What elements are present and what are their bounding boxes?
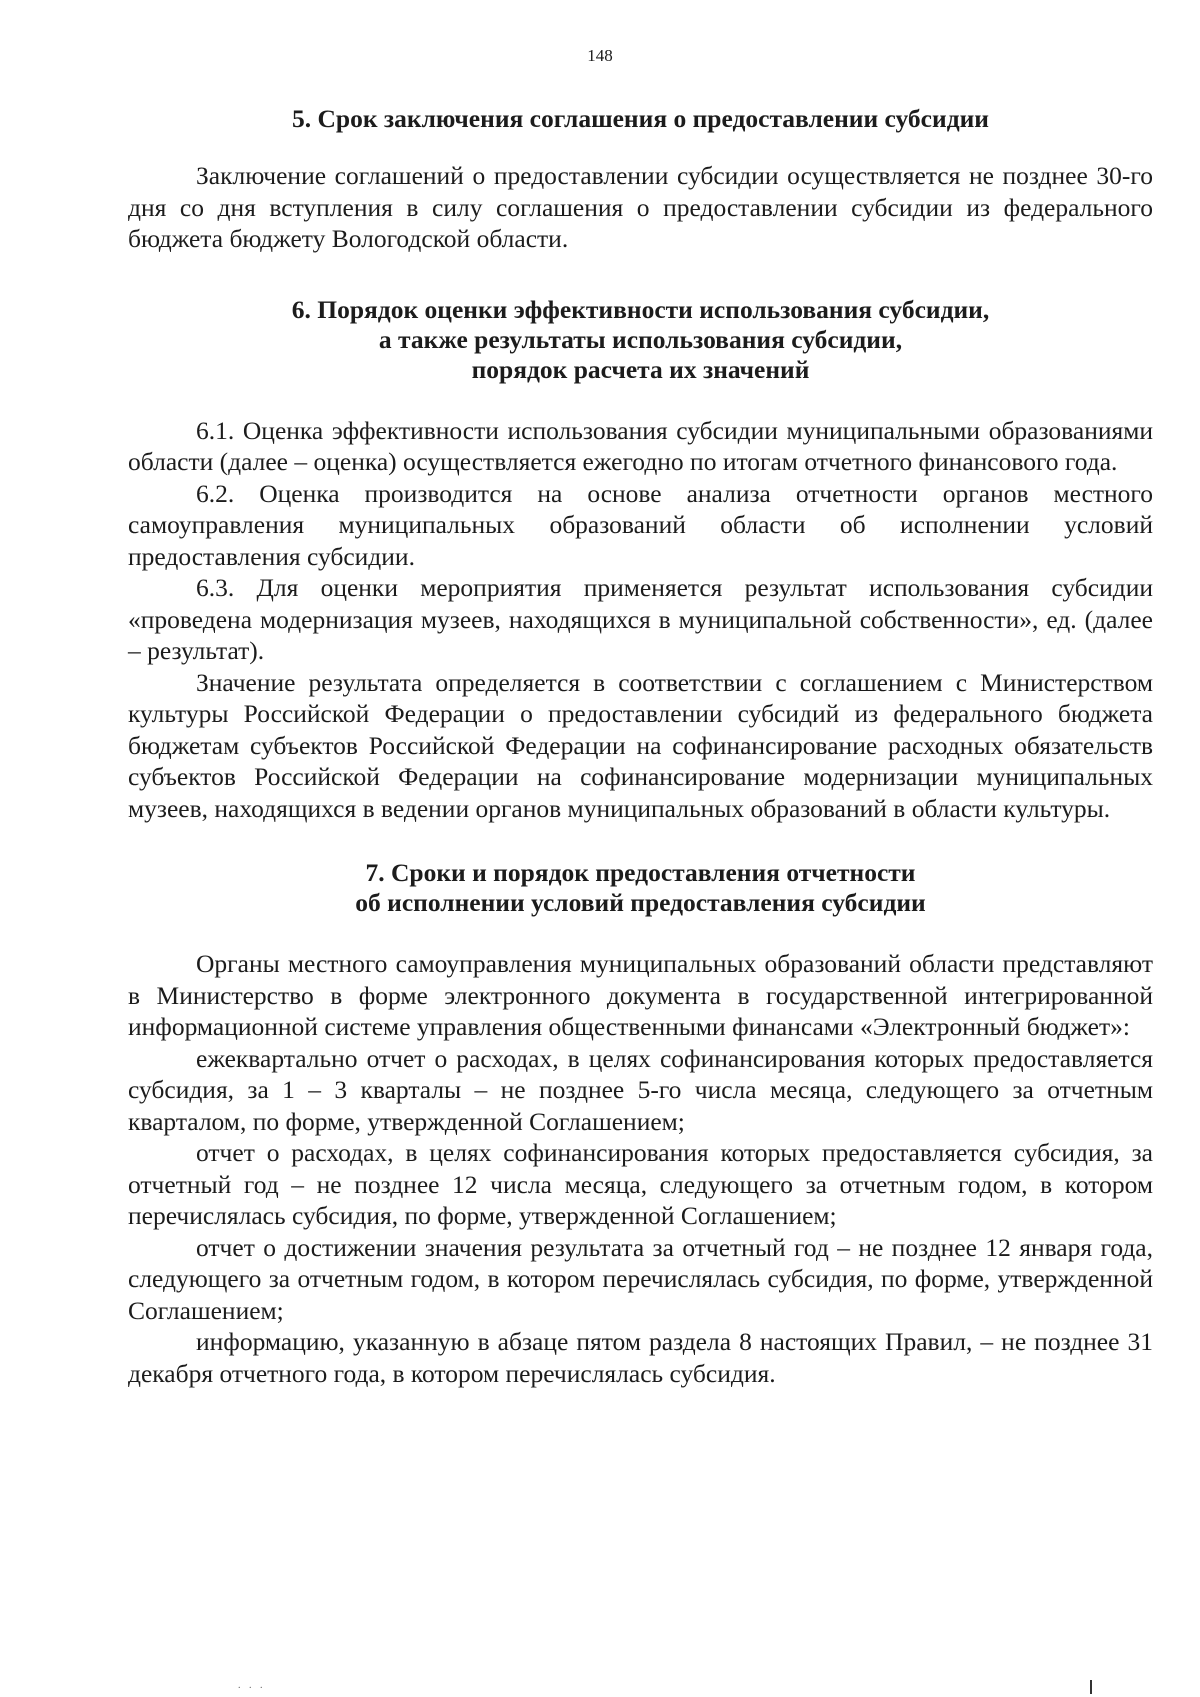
scan-artifact-mark — [1090, 1680, 1092, 1694]
document-body — [128, 104, 1153, 1389]
section-7-title-line: 7. Сроки и порядок предоставления отчетности — [365, 858, 916, 887]
scan-artifact: . . . — [238, 1680, 266, 1691]
section-7-paragraph: Органы местного самоуправления муниципальных образований области представляют в Министерство в форме электронного документа в государственной интегрированной информационной системе управления общественными финансами «Электронный бюджет»: — [128, 949, 1153, 1041]
section-6-paragraph: 6.1. Оценка эффективности использования субсидии муниципальными образованиями области (далее – оценка) осуществляется ежегодно по итогам отчетного финансового года. — [128, 415, 1153, 476]
section-6-title-line: порядок расчета их значений — [471, 354, 810, 384]
page-number: 148 — [587, 46, 613, 65]
section-6-title-line: 6. Порядок оценки эффективности использования субсидии, — [291, 294, 990, 324]
section-7-paragraph: ежеквартально отчет о расходах, в целях софинансирования которых предоставляется субсидия, за 1 – 3 кварталы – не позднее 5-го числа месяца, следующего за отчетным кварталом, по форме, утвержденной Соглашением; — [128, 1043, 1153, 1136]
section-6-paragraph: Значение результата определяется в соответствии с соглашением с Министерством культуры Российской Федерации о предоставлении субсидий из федерального бюджета бюджетам субъектов Российской Федерации на софинансирование расходных обязательств субъектов Российской Федерации на софинансирование модернизации муниципальных музеев, находящихся в ведении органов муниципальных образований в области культуры. — [128, 667, 1153, 823]
section-7-title — [128, 858, 1153, 918]
section-5-title: 5. Срок заключения соглашения о предоставлении субсидии — [292, 104, 989, 133]
section-7-paragraph: информацию, указанную в абзаце пятом раздела 8 настоящих Правил, – не позднее 31 декабря отчетного года, в котором перечислялась субсидия. — [128, 1327, 1153, 1388]
section-6-paragraph: 6.2. Оценка производится на основе анализа отчетности органов местного самоуправления муниципальных образований области об исполнении условий предоставления субсидии. — [128, 478, 1153, 571]
section-6-paragraph: 6.3. Для оценки мероприятия применяется результат использования субсидии «проведена модернизация музеев, находящихся в муниципальной собственности», ед. (далее – результат). — [128, 573, 1153, 665]
section-5-paragraph: Заключение соглашений о предоставлении субсидии осуществляется не позднее 30-го дня со дня вступления в силу соглашения о предоставлении субсидии из федерального бюджета бюджету Вологодской области. — [128, 161, 1153, 253]
section-7-paragraph: отчет о достижении значения результата за отчетный год – не позднее 12 января года, следующего за отчетным годом, в котором перечислялась субсидия, по форме, утвержденной Соглашением; — [128, 1232, 1153, 1325]
section-7-title-line: об исполнении условий предоставления субсидии — [355, 888, 926, 917]
section-7-paragraph: отчет о расходах, в целях софинансирования которых предоставляется субсидия, за отчетный год – не позднее 12 числа месяца, следующего за отчетным годом, в котором перечислялась субсидия, по форме, утвержденной Соглашением; — [128, 1138, 1153, 1230]
section-6-title — [128, 295, 1153, 385]
section-6-title-line: а также результаты использования субсидии, — [378, 324, 903, 354]
